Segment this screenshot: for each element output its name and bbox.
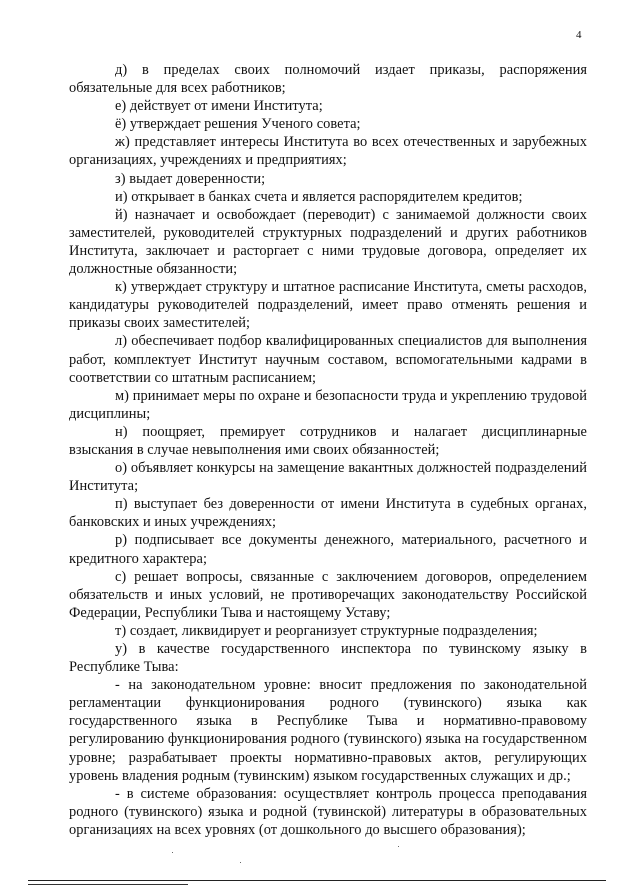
paragraph-education: - в системе образования: осуществляет контроль процесса преподавания родного (тувинского) языка и родной (тувинской) литературы в образовательных организациях на всех уровнях (от дошкольного до высшего образования); bbox=[69, 785, 587, 838]
document-body bbox=[69, 61, 587, 839]
paragraph-k: к) утверждает структуру и штатное расписание Института, сметы расходов, кандидатуры руководителей подразделений, имеет право отменять решения и приказы своих заместителей; bbox=[69, 279, 587, 332]
paragraph-p: п) выступает без доверенности от имени Института в судебных органах, банковских и иных учреждениях; bbox=[69, 496, 587, 531]
paragraph-l: л) обеспечивает подбор квалифицированных специалистов для выполнения работ, комплектует Институт научным составом, вспомогательными кадрами в соответствии со штатным расписанием; bbox=[69, 333, 587, 386]
paragraph-z: з) выдает доверенности; bbox=[115, 170, 266, 187]
paragraph-s: с) решает вопросы, связанные с заключением договоров, определением обязательств и иных условий, не противоречащих законодательству Российской Федерации, Республики Тыва и настоящему Уставу; bbox=[69, 568, 587, 621]
scan-edge-line bbox=[28, 884, 188, 885]
scan-speck bbox=[398, 846, 399, 847]
paragraph-zh: ж) представляет интересы Института во всех отечественных и зарубежных организациях, учреждениях и предприятиях; bbox=[69, 134, 587, 169]
paragraph-i: и) открывает в банках счета и является распорядителем кредитов; bbox=[115, 188, 523, 205]
paragraph-t: т) создает, ликвидирует и реорганизует структурные подразделения; bbox=[115, 622, 538, 639]
paragraph-r: р) подписывает все документы денежного, материального, расчетного и кредитного характера; bbox=[69, 532, 587, 567]
paragraph-yo: ё) утверждает решения Ученого совета; bbox=[115, 116, 361, 133]
paragraph-legislative: - на законодательном уровне: вносит предложения по законодательной регламентации функционирования родного (тувинского) языка как государственного языка в Республике Тыва и нормативно-правовому регулированию функционирования родного (тувинского) языка на государственном уровне; разрабатывает проекты нормативно-правовых актов, регулирующих уровень владения родным (тувинским) языком государственных служащих и др.; bbox=[69, 677, 587, 784]
paragraph-iy: й) назначает и освобождает (переводит) с занимаемой должности своих заместителей, руководителей структурных подразделений и других работников Института, заключает и расторгает с ними трудовые договора, определяет их должностные обязанности; bbox=[69, 206, 587, 278]
paragraph-m: м) принимает меры по охране и безопасности труда и укреплению трудовой дисциплины; bbox=[69, 387, 587, 422]
paragraph-e: е) действует от имени Института; bbox=[115, 98, 323, 115]
scan-speck bbox=[240, 862, 241, 863]
scan-speck bbox=[172, 852, 173, 853]
paragraph-d: д) в пределах своих полномочий издает приказы, распоряжения обязательные для всех работников; bbox=[69, 62, 587, 97]
page-number: 4 bbox=[576, 29, 582, 41]
paragraph-o: о) объявляет конкурсы на замещение вакантных должностей подразделений Института; bbox=[69, 460, 587, 495]
scan-edge-line bbox=[28, 880, 606, 881]
paragraph-u: у) в качестве государственного инспектора по тувинскому языку в Республике Тыва: bbox=[69, 641, 587, 676]
paragraph-n: н) поощряет, премирует сотрудников и налагает дисциплинарные взыскания в случае невыполнения ими своих обязанностей; bbox=[69, 423, 587, 458]
